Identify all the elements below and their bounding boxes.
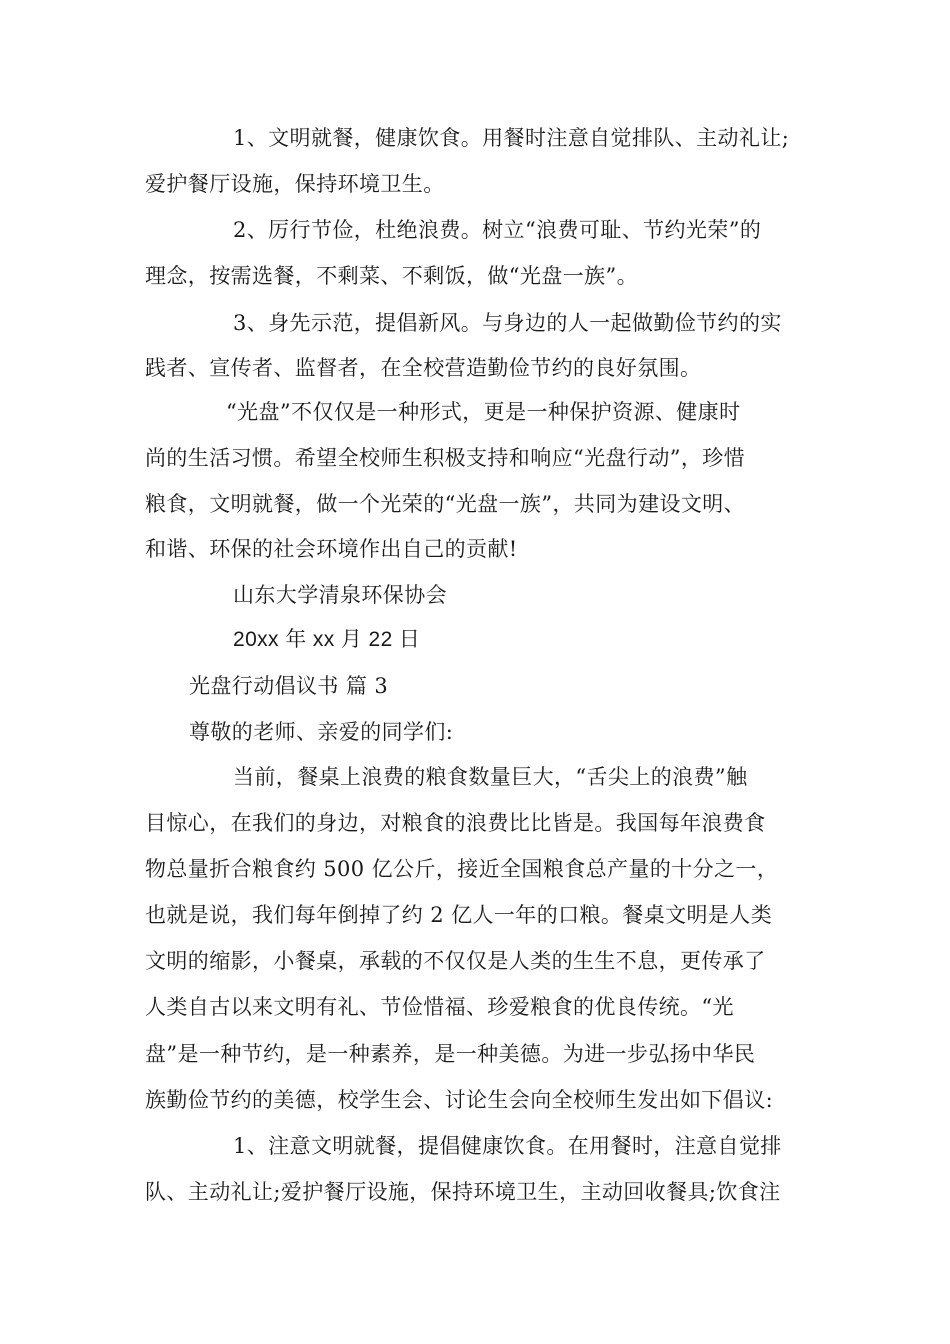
text-line: 粮食，文明就餐，做一个光荣的“光盘一族”，共同为建设文明、 (145, 492, 746, 516)
text-line: 物总量折合粮食约 500 亿公斤，接近全国粮食总产量的十分之一， (145, 857, 779, 881)
salutation: 尊敬的老师、亲爱的同学们: (189, 720, 454, 744)
text-line: 人类自古以来文明有礼、节俭惜福、珍爱粮食的优良传统。“光 (145, 995, 734, 1019)
text-line: 尚的生活习惯。希望全校师生积极支持和响应“光盘行动”，珍惜 (145, 446, 746, 470)
text-line: 文明的缩影，小餐桌，承载的不仅仅是人类的生生不息，更传承了 (145, 949, 766, 973)
text-line: 爱护餐厅设施，保持环境卫生。 (145, 172, 445, 196)
text-line: 当前，餐桌上浪费的粮食数量巨大，“舌尖上的浪费”触 (233, 765, 748, 789)
text-line: 1、注意文明就餐，提倡健康饮食。在用餐时，注意自觉排 (233, 1134, 782, 1158)
text-line: 3、身先示范，提倡新风。与身边的人一起做勤俭节约的实 (233, 311, 782, 335)
text-line: 族勤俭节约的美德，校学生会、讨论生会向全校师生发出如下倡议: (145, 1088, 774, 1112)
text-line: 目惊心，在我们的身边，对粮食的浪费比比皆是。我国每年浪费食 (145, 811, 766, 835)
signature-organization: 山东大学清泉环保协会 (233, 583, 447, 607)
section-heading: 光盘行动倡议书 篇 3 (189, 674, 389, 698)
text-line: 2、厉行节俭，杜绝浪费。树立“浪费可耻、节约光荣”的 (233, 218, 762, 242)
text-line: 盘”是一种节约，是一种素养，是一种美德。为进一步弘扬中华民 (145, 1042, 756, 1066)
text-line: 理念，按需选餐，不剩菜、不剩饭，做“光盘一族”。 (145, 264, 639, 288)
text-line: “光盘”不仅仅是一种形式，更是一种保护资源、健康时 (226, 400, 741, 424)
text-line: 和谐、环保的社会环境作出自己的贡献! (145, 537, 518, 561)
text-line: 1、文明就餐，健康饮食。用餐时注意自觉排队、主动礼让; (233, 126, 790, 150)
text-line: 践者、宣传者、监督者，在全校营造勤俭节约的良好氛围。 (145, 356, 702, 380)
text-line: 队、主动礼让;爱护餐厅设施，保持环境卫生，主动回收餐具;饮食注 (145, 1180, 781, 1204)
signature-date: 20xx 年 xx 月 22 日 (233, 628, 421, 651)
text-line: 也就是说，我们每年倒掉了约 2 亿人一年的口粮。餐桌文明是人类 (145, 903, 773, 927)
